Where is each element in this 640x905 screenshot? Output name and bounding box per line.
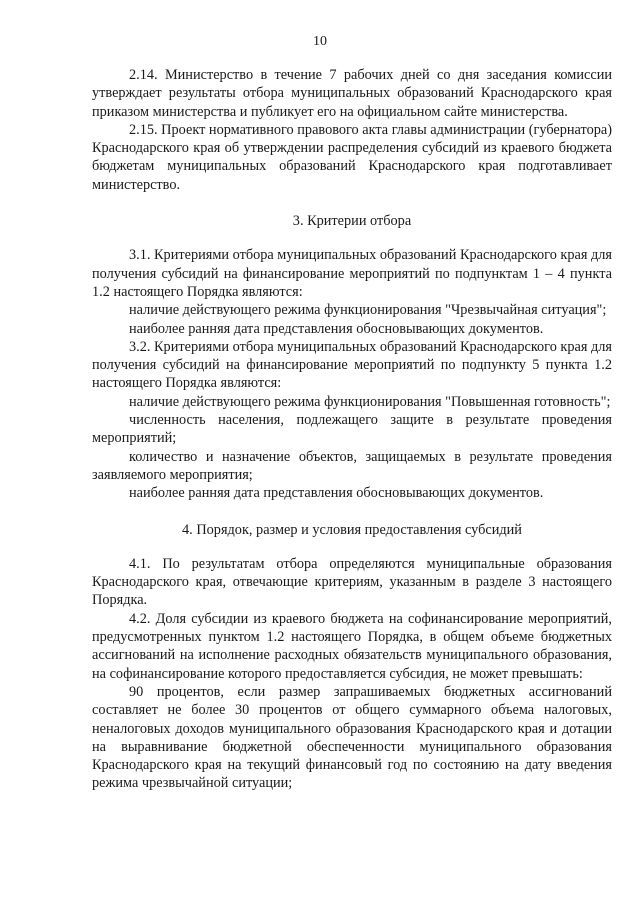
- paragraph-4-2: 4.2. Доля субсидии из краевого бюджета на софинансирование мероприятий, предусмотренных пунктом 1.2 настоящего Порядка, в общем объеме бюджетных ассигнований на исполнение расходных обязательств муниципального образования, на софинансирование которого предоставляется субсидия, не может превышать:: [92, 610, 612, 682]
- section-heading-3: 3. Критерии отбора: [292, 213, 412, 230]
- criterion-objects: количество и назначение объектов, защищаемых в результате проведения заявляемого мероприятия;: [92, 448, 612, 483]
- spacer: [92, 230, 612, 246]
- paragraph-2-14: 2.14. Министерство в течение 7 рабочих дней со дня заседания комиссии утверждает результаты отбора муниципальных образований Краснодарского края приказом министерства и публикует его на официальном сайте министерства.: [92, 67, 612, 120]
- document-body: [92, 66, 612, 793]
- paragraph-4-1: 4.1. По результатам отбора определяются муниципальные образования Краснодарского края, отвечающие критериям, указанным в разделе 3 настоящего Порядка.: [92, 555, 612, 609]
- criterion-earliest-date: наиболее ранняя дата представления обосновывающих документов.: [129, 320, 544, 337]
- paragraph-2-15: 2.15. Проект нормативного правового акта главы администрации (губернатора) Краснодарского края об утверждении распределения субсидий из краевого бюджета бюджетам муниципальных образований Краснодарского края подготавливает министерство.: [92, 121, 612, 193]
- paragraph-3-2: 3.2. Критериями отбора муниципальных образований Краснодарского края для получения субсидий на финансирование мероприятий по подпункту 5 пункта 1.2 настоящего Порядка являются:: [92, 338, 612, 392]
- spacer: [92, 503, 612, 521]
- criterion-emergency-mode: наличие действующего режима функционирования "Чрезвычайная ситуация";: [129, 302, 607, 319]
- paragraph-3-1: 3.1. Критериями отбора муниципальных образований Краснодарского края для получения субсидий на финансирование мероприятий по подпунктам 1 – 4 пункта 1.2 настоящего Порядка являются:: [92, 247, 612, 300]
- criterion-earliest-date-2: наиболее ранняя дата представления обосновывающих документов.: [129, 485, 544, 502]
- spacer: [92, 194, 612, 212]
- page-number: 10: [313, 34, 327, 49]
- criterion-high-alert-mode: наличие действующего режима функционирования "Повышенная готовность";: [129, 393, 611, 410]
- criterion-population: численность населения, подлежащего защите в результате проведения мероприятий;: [92, 412, 612, 447]
- section-heading-4: 4. Порядок, размер и условия предоставления субсидий: [182, 521, 522, 538]
- paragraph-90-percent: 90 процентов, если размер запрашиваемых бюджетных ассигнований составляет не более 30 процентов от общего суммарного объема налоговых, неналоговых доходов муниципального образования Краснодарского края и дотации на выравнивание бюджетной обеспеченности муниципального образования Краснодарского края на текущий финансовый год по состоянию на дату введения режима чрезвычайной ситуации;: [92, 683, 612, 792]
- spacer: [92, 539, 612, 555]
